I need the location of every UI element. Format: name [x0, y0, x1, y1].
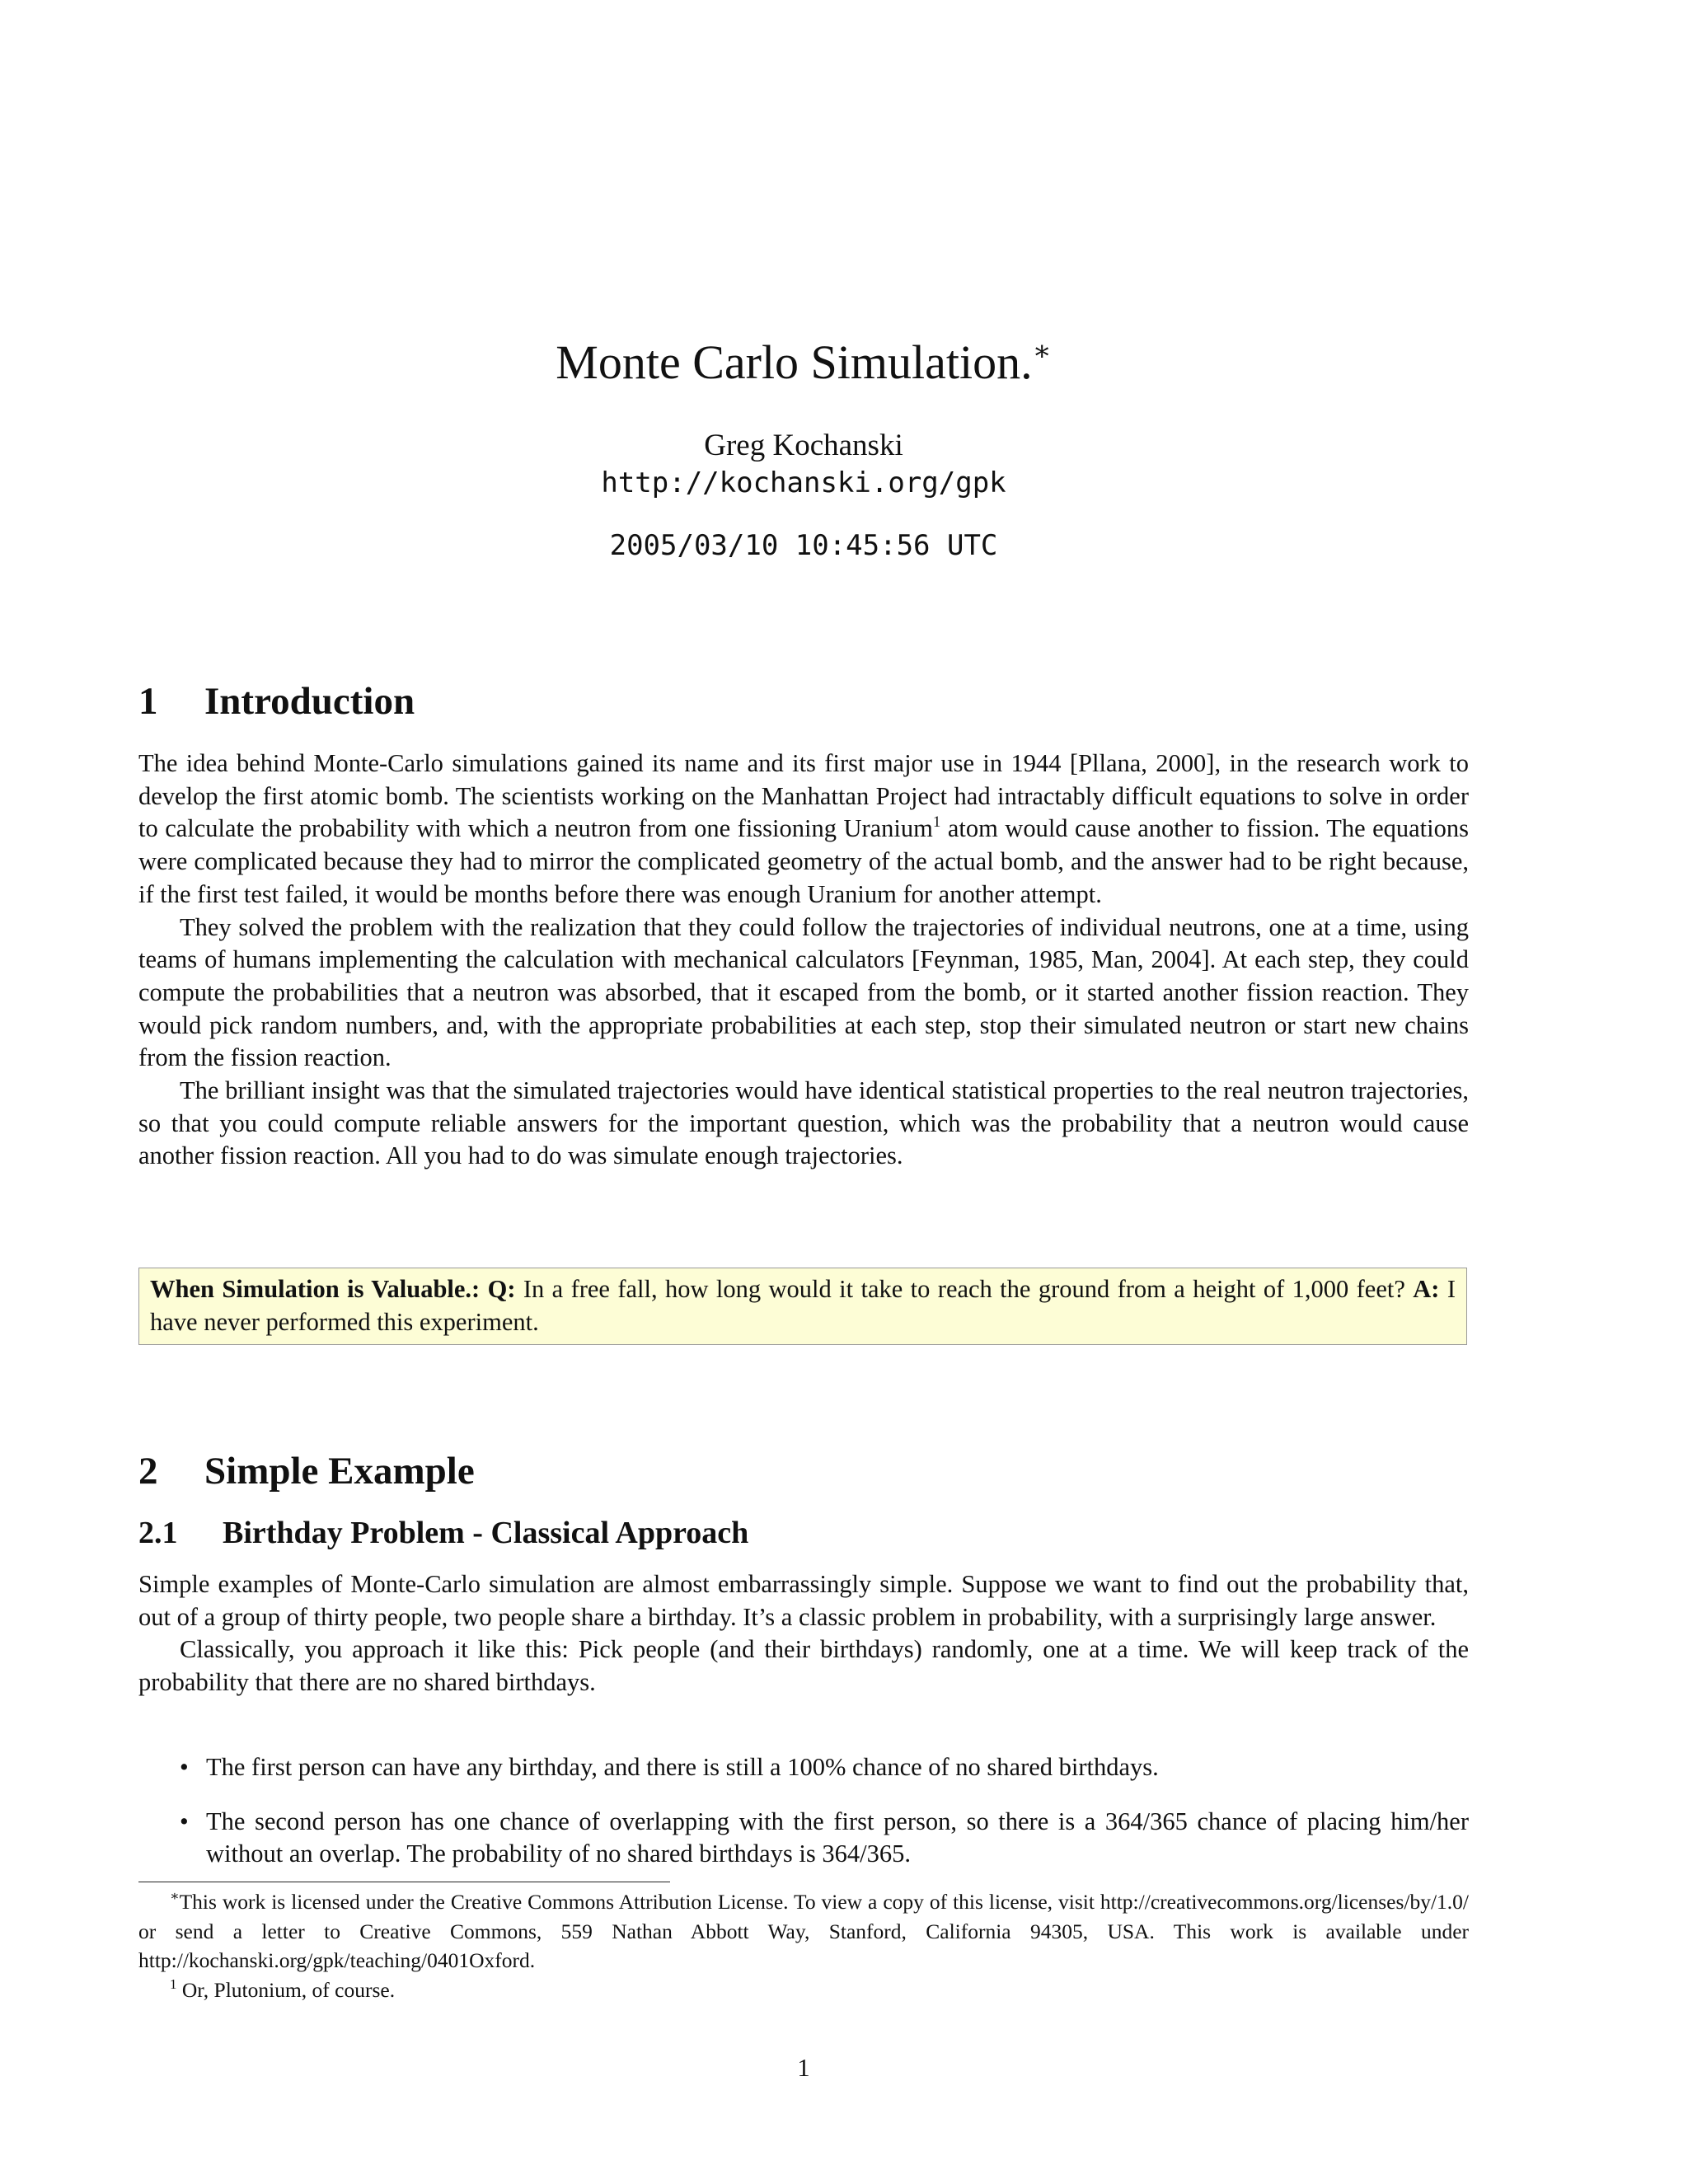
- footnote-mark: 1: [170, 1975, 177, 1992]
- footnote-mark: ∗: [170, 1888, 180, 1904]
- question-text: In a free fall, how long would it take to reach the ground from a height of 1,000 feet?: [515, 1275, 1414, 1303]
- author-url: http://kochanski.org/gpk: [601, 466, 1006, 499]
- paper-page: [138, 0, 1469, 2184]
- list-item-text: The second person has one chance of overlapping with the first person, so there is a 364/365 chance of placing him/her without an overlap. The probability of no shared birthdays is 364/365.: [206, 1807, 1469, 1868]
- footnote-text: Or, Plutonium, of course.: [176, 1977, 396, 2002]
- bullet-icon: •: [180, 1753, 189, 1781]
- introduction-body: [138, 748, 1469, 1173]
- author-name: Greg Kochanski: [704, 429, 903, 462]
- list-item-text: The first person can have any birthday, and there is still a 100% chance of no shared birthdays.: [206, 1753, 1159, 1781]
- paragraph: The brilliant insight was that the simulated trajectories would have identical statistical properties to the real neutron trajectories, so that you could compute reliable answers for the important question, which was the probability that a neutron would cause another fission reaction. All you had to do was simulate enough trajectories.: [138, 1076, 1469, 1170]
- footnote-1: [138, 1975, 1469, 2005]
- footnote-license: [138, 1887, 1469, 1975]
- page-number: 1: [797, 2054, 810, 2082]
- footnote-text: This work is licensed under the Creative Commons Attribution License. To view a copy of this license, visit http://creativecommons.org/licenses/by/1.0/ or send a letter to Creative Commons, 559 Nathan Abbott Way, Stanford, California 94305, USA. This work is available under http://kochanski.org/gpk/teaching/0401Oxford.: [138, 1890, 1469, 1972]
- paper-title-text: Monte Carlo Simulation.: [556, 335, 1033, 389]
- section-number: 2: [138, 1450, 158, 1493]
- bullet-list: [138, 1751, 1469, 1892]
- title-footnote-mark: ∗: [1032, 336, 1052, 367]
- paragraph: They solved the problem with the realization that they could follow the trajectories of individual neutrons, one at a time, using teams of humans implementing the calculation with mechanical calculators [Feynman, 1985, Man, 2004]. At each step, they could compute the probabilities that a neutron was absorbed, that it escaped from the bomb, or it started another fission reaction. They would pick random numbers, and, with the appropriate probabilities at each step, stop their simulated neutron or start new chains from the fission reaction.: [138, 912, 1469, 1072]
- bullet-icon: •: [180, 1807, 189, 1835]
- footnote-ref-1: 1: [932, 813, 941, 832]
- callout-heading: When Simulation is Valuable.:: [150, 1275, 481, 1303]
- list-item: [138, 1751, 1469, 1784]
- footnotes: [138, 1887, 1469, 2004]
- answer-label: A:: [1413, 1275, 1440, 1303]
- list-item: [138, 1806, 1469, 1871]
- answer-text: I have never performed this experiment.: [150, 1275, 1456, 1336]
- question-label: Q:: [487, 1275, 516, 1303]
- paragraph: [138, 748, 1469, 912]
- section-heading-simple-example: [138, 1448, 475, 1494]
- title-block: [138, 334, 1469, 565]
- paragraph: Classically, you approach it like this: Pick people (and their birthdays) randomly, one at a time. We will keep track of the probability that there are no shared birthdays.: [138, 1635, 1469, 1697]
- section-heading-introduction: [138, 678, 415, 724]
- paragraph-text: atom would cause another to fission. The equations were complicated because they had to mirror the complicated geometry of the actual bomb, and the answer had to be right because, if the first test failed, it would be months before there was enough Uranium for another attempt.: [138, 814, 1469, 908]
- paragraph-text: The idea behind Monte-Carlo simulations gained its name and its first major use in 1944 [Pllana, 2000], in the research work to develop the first atomic bomb. The scientists working on the Manhattan Project had intractably difficult equations to solve in order to calculate the probability with which a neutron from one fissioning Uranium: [138, 749, 1469, 843]
- document-date: 2005/03/10 10:45:56 UTC: [609, 529, 998, 562]
- section-number: 1: [138, 680, 158, 723]
- callout-box: [138, 1268, 1467, 1345]
- subsection-heading-birthday-problem: [138, 1514, 748, 1552]
- paragraph: Simple examples of Monte-Carlo simulation are almost embarrassingly simple. Suppose we want to find out the probability that, out of a group of thirty people, two people share a birthday. It’s a classic problem in probability, with a surprisingly large answer.: [138, 1570, 1469, 1631]
- birthday-body: [138, 1568, 1469, 1699]
- section-title: Simple Example: [204, 1450, 475, 1493]
- subsection-number: 2.1: [138, 1516, 178, 1550]
- paper-title: [138, 334, 1469, 391]
- section-title: Introduction: [204, 680, 415, 723]
- subsection-title: Birthday Problem - Classical Approach: [223, 1516, 749, 1550]
